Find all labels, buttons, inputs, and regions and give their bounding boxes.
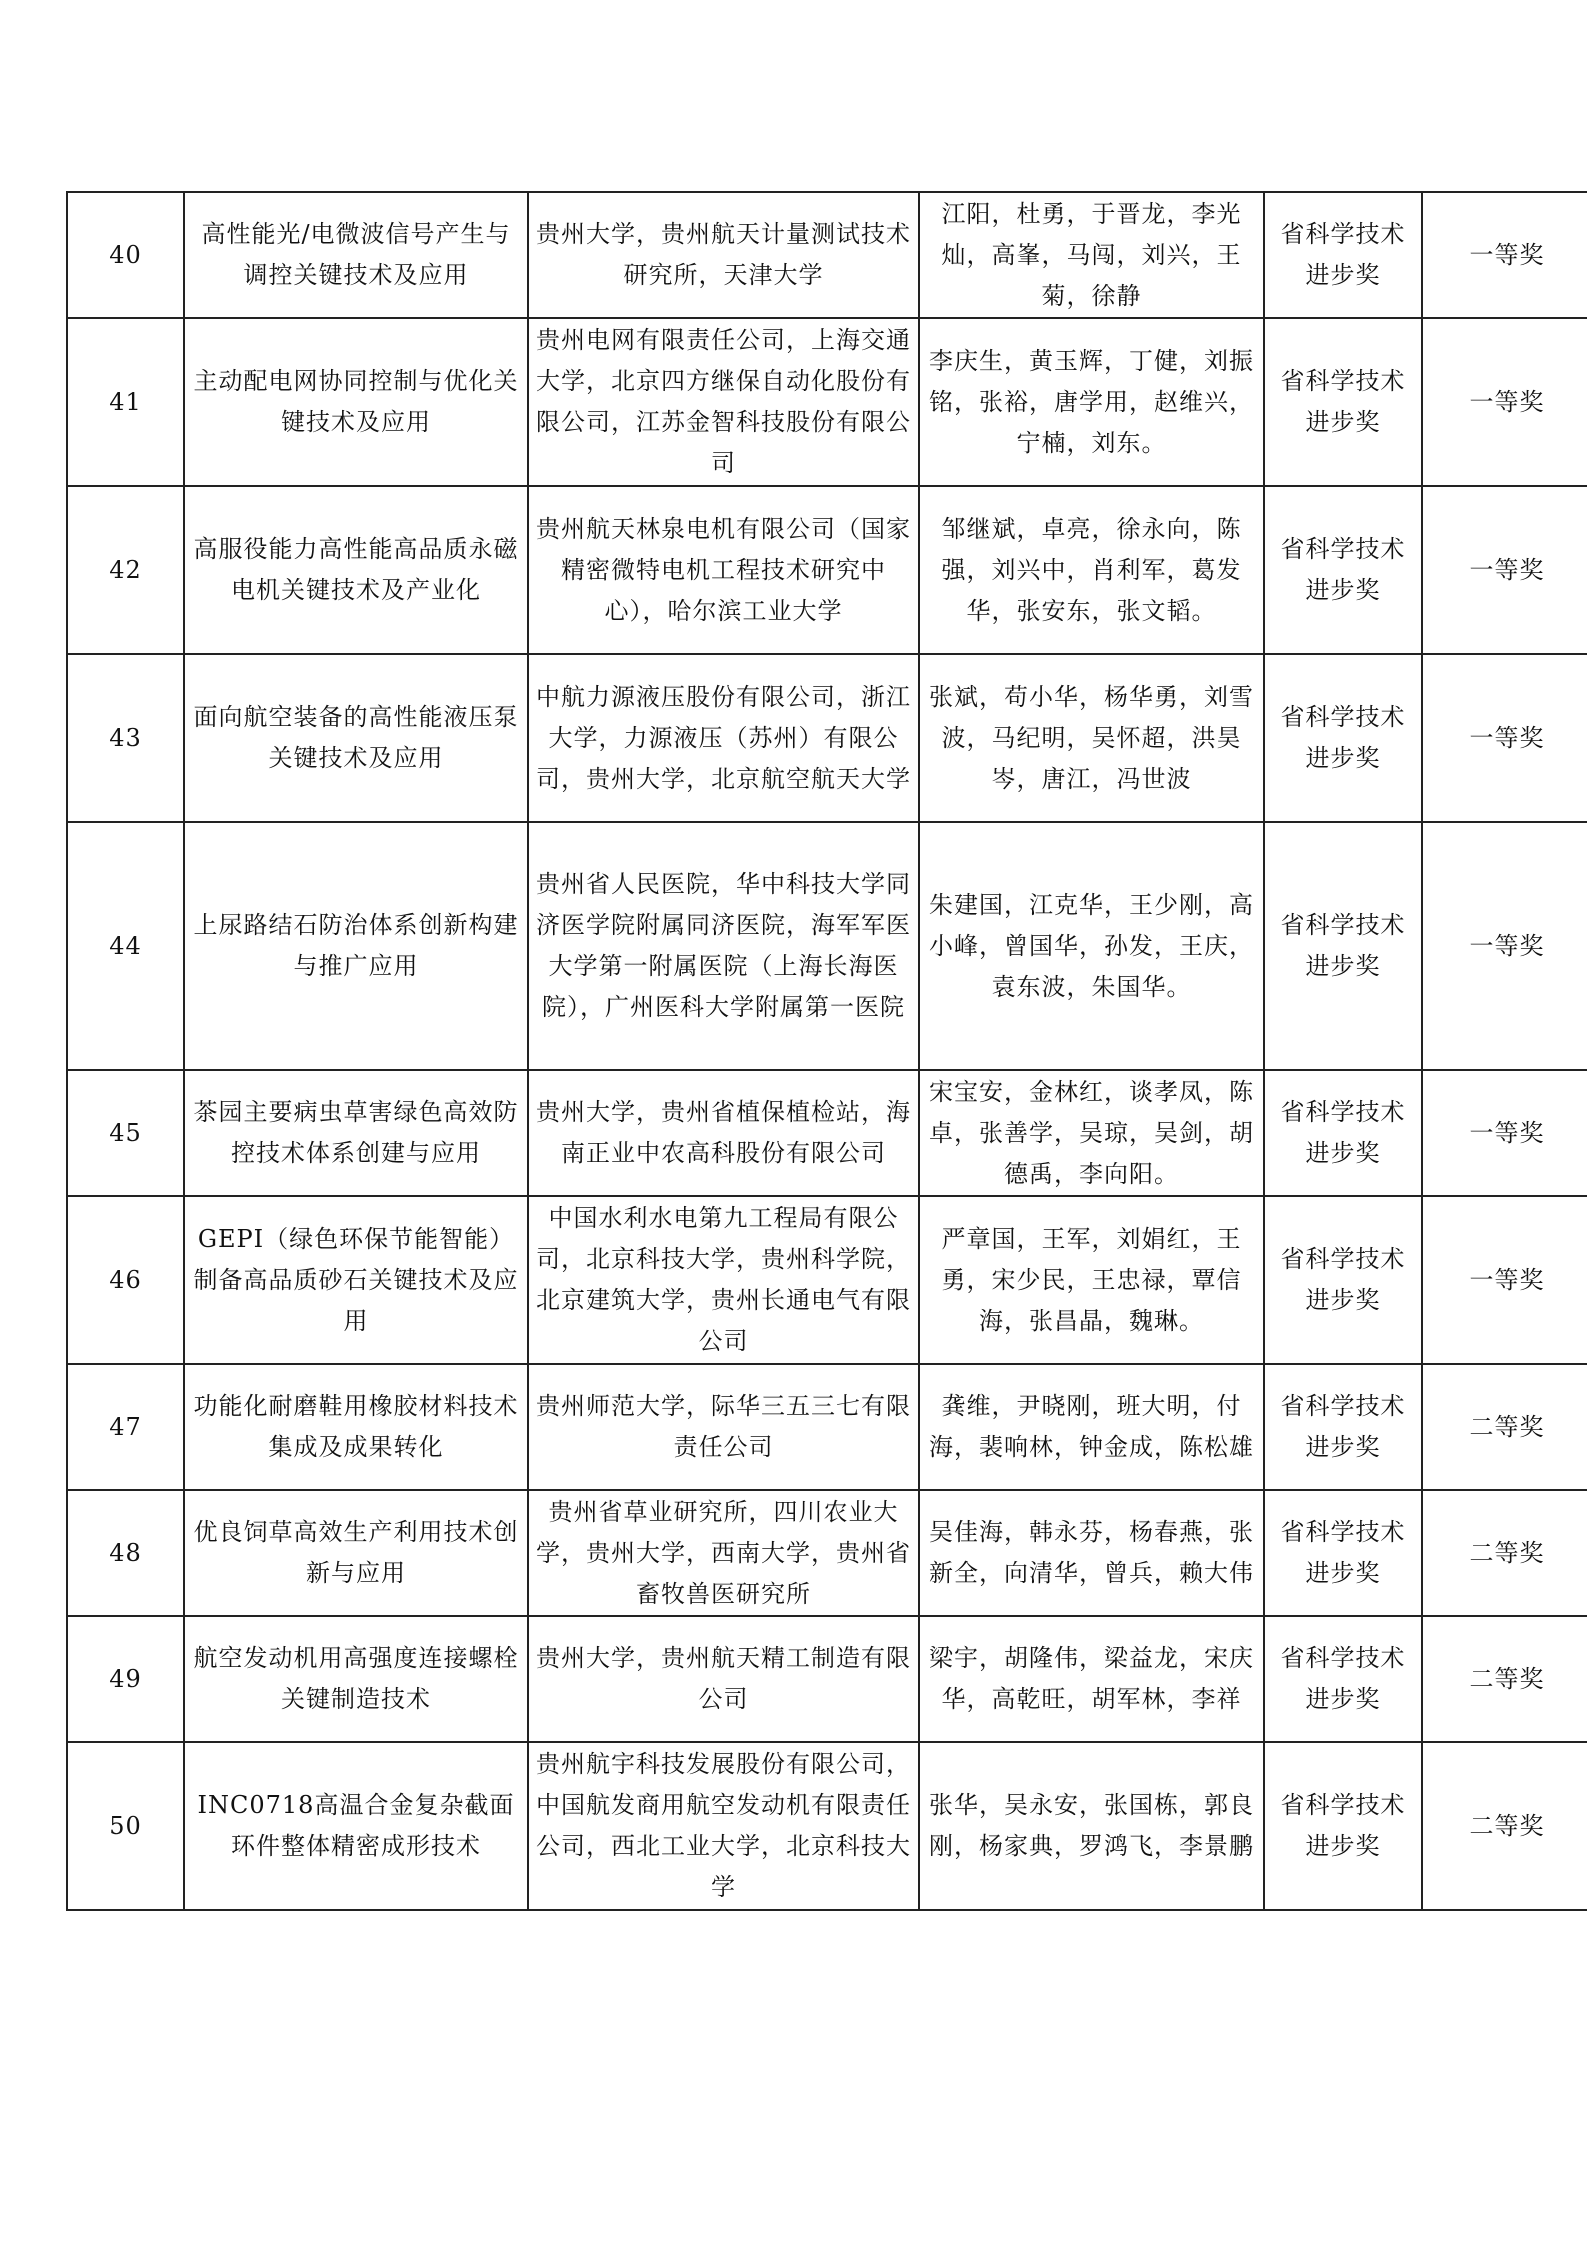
completing-units: 贵州省草业研究所，四川农业大学，贵州大学，西南大学，贵州省畜牧兽医研究所 (528, 1490, 919, 1616)
table-row (67, 654, 1587, 822)
completing-people: 朱建国，江克华，王少刚，高小峰，曾国华，孙发，王庆，袁东波，朱国华。 (919, 822, 1264, 1070)
completing-people: 张斌，苟小华，杨华勇，刘雪波，马纪明，吴怀超，洪昊岑，唐江，冯世波 (919, 654, 1264, 822)
row-number: 40 (67, 192, 184, 318)
table-row (67, 1742, 1587, 1910)
award-level: 一等奖 (1422, 192, 1587, 318)
award-type: 省科学技术进步奖 (1264, 486, 1422, 654)
completing-people: 李庆生，黄玉辉，丁健，刘振铭，张裕，唐学用，赵维兴，宁楠，刘东。 (919, 318, 1264, 486)
row-number: 45 (67, 1070, 184, 1196)
row-number: 42 (67, 486, 184, 654)
award-level: 一等奖 (1422, 318, 1587, 486)
project-name: 航空发动机用高强度连接螺栓关键制造技术 (184, 1616, 528, 1742)
completing-people: 邹继斌，卓亮，徐永向，陈强，刘兴中，肖利军，葛发华，张安东，张文韬。 (919, 486, 1264, 654)
award-list-page (66, 191, 1545, 1911)
project-name: 面向航空装备的高性能液压泵关键技术及应用 (184, 654, 528, 822)
project-name: 主动配电网协同控制与优化关键技术及应用 (184, 318, 528, 486)
award-level: 一等奖 (1422, 1196, 1587, 1364)
table-row (67, 1364, 1587, 1490)
award-type: 省科学技术进步奖 (1264, 192, 1422, 318)
project-name: 优良饲草高效生产利用技术创新与应用 (184, 1490, 528, 1616)
completing-people: 严章国，王军，刘娟红，王勇，宋少民，王忠禄，覃信海，张昌晶，魏琳。 (919, 1196, 1264, 1364)
table-row (67, 1070, 1587, 1196)
award-type: 省科学技术进步奖 (1264, 822, 1422, 1070)
completing-units: 中国水利水电第九工程局有限公司，北京科技大学，贵州科学院，北京建筑大学，贵州长通电气有限公司 (528, 1196, 919, 1364)
completing-people: 梁宇，胡隆伟，梁益龙，宋庆华，高乾旺，胡军林，李祥 (919, 1616, 1264, 1742)
award-level: 二等奖 (1422, 1742, 1587, 1910)
project-name: INC0718高温合金复杂截面环件整体精密成形技术 (184, 1742, 528, 1910)
completing-people: 张华，吴永安，张国栋，郭良刚，杨家典，罗鸿飞，李景鹏 (919, 1742, 1264, 1910)
table-row (67, 318, 1587, 486)
table-row (67, 822, 1587, 1070)
award-type: 省科学技术进步奖 (1264, 1616, 1422, 1742)
completing-units: 贵州省人民医院，华中科技大学同济医学院附属同济医院，海军军医大学第一附属医院（上海长海医院），广州医科大学附属第一医院 (528, 822, 919, 1070)
award-level: 一等奖 (1422, 822, 1587, 1070)
award-level: 二等奖 (1422, 1364, 1587, 1490)
award-type: 省科学技术进步奖 (1264, 1490, 1422, 1616)
row-number: 41 (67, 318, 184, 486)
completing-units: 贵州大学，贵州省植保植检站，海南正业中农高科股份有限公司 (528, 1070, 919, 1196)
completing-units: 贵州大学，贵州航天计量测试技术研究所，天津大学 (528, 192, 919, 318)
row-number: 49 (67, 1616, 184, 1742)
row-number: 50 (67, 1742, 184, 1910)
table-row (67, 1490, 1587, 1616)
award-level: 一等奖 (1422, 654, 1587, 822)
project-name: 茶园主要病虫草害绿色高效防控技术体系创建与应用 (184, 1070, 528, 1196)
completing-people: 吴佳海，韩永芬，杨春燕，张新全，向清华，曾兵，赖大伟 (919, 1490, 1264, 1616)
award-level: 一等奖 (1422, 1070, 1587, 1196)
completing-units: 贵州电网有限责任公司，上海交通大学，北京四方继保自动化股份有限公司，江苏金智科技股份有限公司 (528, 318, 919, 486)
award-type: 省科学技术进步奖 (1264, 1196, 1422, 1364)
completing-people: 宋宝安，金林红，谈孝凤，陈卓，张善学，吴琼，吴剑，胡德禹，李向阳。 (919, 1070, 1264, 1196)
table-row (67, 192, 1587, 318)
project-name: 上尿路结石防治体系创新构建与推广应用 (184, 822, 528, 1070)
project-name: 功能化耐磨鞋用橡胶材料技术集成及成果转化 (184, 1364, 528, 1490)
row-number: 44 (67, 822, 184, 1070)
row-number: 46 (67, 1196, 184, 1364)
award-type: 省科学技术进步奖 (1264, 318, 1422, 486)
award-type: 省科学技术进步奖 (1264, 654, 1422, 822)
completing-units: 贵州航宇科技发展股份有限公司，中国航发商用航空发动机有限责任公司，西北工业大学，北京科技大学 (528, 1742, 919, 1910)
project-name: 高服役能力高性能高品质永磁电机关键技术及产业化 (184, 486, 528, 654)
completing-units: 贵州大学，贵州航天精工制造有限公司 (528, 1616, 919, 1742)
completing-units: 贵州航天林泉电机有限公司（国家精密微特电机工程技术研究中心），哈尔滨工业大学 (528, 486, 919, 654)
award-type: 省科学技术进步奖 (1264, 1070, 1422, 1196)
completing-people: 江阳，杜勇，于晋龙，李光灿，高峯，马闯，刘兴，王菊，徐静 (919, 192, 1264, 318)
award-level: 二等奖 (1422, 1616, 1587, 1742)
award-type: 省科学技术进步奖 (1264, 1364, 1422, 1490)
completing-people: 龚维，尹晓刚，班大明，付海，裴响林，钟金成，陈松雄 (919, 1364, 1264, 1490)
award-level: 一等奖 (1422, 486, 1587, 654)
project-name: GEPI（绿色环保节能智能）制备高品质砂石关键技术及应用 (184, 1196, 528, 1364)
completing-units: 贵州师范大学，际华三五三七有限责任公司 (528, 1364, 919, 1490)
row-number: 47 (67, 1364, 184, 1490)
row-number: 43 (67, 654, 184, 822)
project-name: 高性能光/电微波信号产生与调控关键技术及应用 (184, 192, 528, 318)
award-type: 省科学技术进步奖 (1264, 1742, 1422, 1910)
row-number: 48 (67, 1490, 184, 1616)
award-table (66, 191, 1587, 1911)
completing-units: 中航力源液压股份有限公司，浙江大学，力源液压（苏州）有限公司，贵州大学，北京航空航天大学 (528, 654, 919, 822)
award-level: 二等奖 (1422, 1490, 1587, 1616)
table-row (67, 486, 1587, 654)
table-row (67, 1616, 1587, 1742)
table-row (67, 1196, 1587, 1364)
